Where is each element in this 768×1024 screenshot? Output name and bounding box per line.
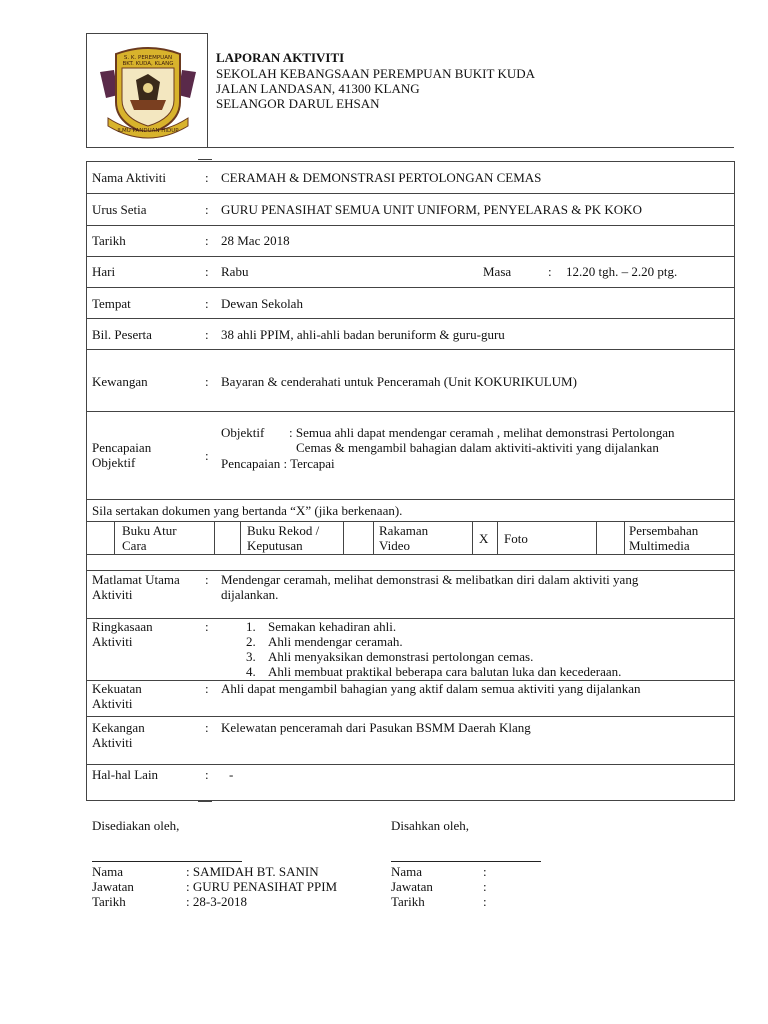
school-state: SELANGOR DARUL EHSAN xyxy=(216,96,380,111)
approved-by-heading: Disahkan oleh, xyxy=(391,818,469,833)
school-crest-icon xyxy=(96,40,200,142)
row-divider xyxy=(86,764,735,765)
label-nama-aktiviti: Nama Aktiviti xyxy=(92,170,167,185)
approved-tarikh: : xyxy=(483,894,487,909)
label-masa: Masa xyxy=(483,264,512,279)
label-kewangan: Kewangan xyxy=(92,374,148,389)
colon: : xyxy=(205,720,209,735)
tick-mark xyxy=(198,801,212,802)
signature-line-right xyxy=(391,861,541,862)
label-matlamat: Matlamat Utama xyxy=(92,572,180,587)
label-urus-setia: Urus Setia xyxy=(92,202,147,217)
row-divider xyxy=(86,521,735,522)
label-kekangan: Kekangan xyxy=(92,720,145,735)
label-pencapaian: Pencapaian xyxy=(92,440,152,455)
approved-nama-label: Nama xyxy=(391,864,423,879)
label-bil-peserta: Bil. Peserta xyxy=(92,327,152,342)
doc-persembahan-2: Multimedia xyxy=(629,538,690,553)
doc-buku-rekod: Buku Rekod / xyxy=(247,523,320,538)
value-matlamat-1: Mendengar ceramah, melihat demonstrasi & melibatkan diri dalam aktiviti yang xyxy=(221,572,639,587)
objektif-line-2: Cemas & mengambil bahagian dalam aktiviti-aktiviti yang dijalankan xyxy=(296,440,659,455)
colon: : xyxy=(205,448,209,463)
doc-divider xyxy=(343,521,344,554)
svg-text:BKT. KUDA, KLANG: BKT. KUDA, KLANG xyxy=(122,61,174,67)
row-divider xyxy=(86,411,735,412)
list-item: Ahli menyaksikan demonstrasi pertolongan cemas. xyxy=(268,649,534,664)
row-divider xyxy=(86,193,735,194)
value-kekuatan: Ahli dapat mengambil bahagian yang aktif dalam semua aktiviti yang dijalankan xyxy=(221,681,641,696)
pencapaian-line: Pencapaian : Tercapai xyxy=(221,456,335,471)
label-kekuatan-2: Aktiviti xyxy=(92,696,133,711)
prepared-jawatan: : GURU PENASIHAT PPIM xyxy=(186,879,338,894)
prepared-nama: : SAMIDAH BT. SANIN xyxy=(186,864,319,879)
row-divider xyxy=(86,349,735,350)
row-divider xyxy=(86,499,735,500)
doc-divider xyxy=(472,521,473,554)
colon: : xyxy=(205,681,209,696)
approved-nama: : xyxy=(483,864,487,879)
prepared-tarikh-label: Tarikh xyxy=(92,894,126,909)
approved-jawatan-label: Jawatan xyxy=(391,879,433,894)
doc-rakaman-video: Rakaman xyxy=(379,523,429,538)
colon: : xyxy=(205,264,209,279)
row-divider xyxy=(86,554,735,555)
value-tarikh: 28 Mac 2018 xyxy=(221,233,290,248)
list-item-num: 2. xyxy=(246,634,256,649)
doc-rakaman-video-2: Video xyxy=(379,538,410,553)
doc-check-3[interactable]: X xyxy=(479,531,489,546)
label-objektif: Objektif xyxy=(92,455,136,470)
label-kekuatan: Kekuatan xyxy=(92,681,142,696)
colon: : xyxy=(205,572,209,587)
list-item-num: 1. xyxy=(246,619,256,634)
school-address: JALAN LANDASAN, 41300 KLANG xyxy=(216,81,420,96)
row-divider xyxy=(86,225,735,226)
approved-jawatan: : xyxy=(483,879,487,894)
school-name: SEKOLAH KEBANGSAAN PEREMPUAN BUKIT KUDA xyxy=(216,66,535,81)
report-title: LAPORAN AKTIVITI xyxy=(216,50,345,65)
colon: : xyxy=(205,233,209,248)
value-hal-lain: - xyxy=(229,767,234,782)
colon: : xyxy=(205,767,209,782)
row-divider xyxy=(86,716,735,717)
label-hal-lain: Hal-hal Lain xyxy=(92,767,159,782)
doc-buku-atur-cara: Buku Atur xyxy=(122,523,177,538)
colon: : xyxy=(205,619,209,634)
colon: : xyxy=(205,202,209,217)
doc-buku-atur-cara-2: Cara xyxy=(122,538,147,553)
list-item: Ahli membuat praktikal beberapa cara balutan luka dan kecederaan. xyxy=(268,664,622,679)
doc-divider xyxy=(624,521,625,554)
doc-divider xyxy=(373,521,374,554)
prepared-nama-label: Nama xyxy=(92,864,124,879)
svg-text:S. K. PEREMPUAN: S. K. PEREMPUAN xyxy=(123,55,173,61)
value-tempat: Dewan Sekolah xyxy=(221,296,303,311)
approved-tarikh-label: Tarikh xyxy=(391,894,425,909)
label-matlamat-2: Aktiviti xyxy=(92,587,133,602)
prepared-jawatan-label: Jawatan xyxy=(92,879,134,894)
list-item-num: 3. xyxy=(246,649,256,664)
colon: : xyxy=(205,327,209,342)
doc-divider xyxy=(214,521,215,554)
doc-persembahan: Persembahan xyxy=(629,523,699,538)
form-table xyxy=(86,161,735,801)
doc-divider xyxy=(114,521,115,554)
objektif-label: Objektif xyxy=(221,425,265,440)
value-kewangan: Bayaran & cenderahati untuk Penceramah (Unit KOKURIKULUM) xyxy=(221,374,577,389)
list-item: Semakan kehadiran ahli. xyxy=(268,619,397,634)
doc-divider xyxy=(497,521,498,554)
list-item: Ahli mendengar ceramah. xyxy=(268,634,403,649)
svg-text:ILMU PANDUAN HIDUP: ILMU PANDUAN HIDUP xyxy=(117,128,179,134)
prepared-tarikh: : 28-3-2018 xyxy=(186,894,248,909)
list-item-num: 4. xyxy=(246,664,256,679)
row-divider xyxy=(86,618,735,619)
doc-divider xyxy=(596,521,597,554)
header-rule xyxy=(208,147,734,148)
doc-foto: Foto xyxy=(504,531,528,546)
objektif-line-1: : Semua ahli dapat mendengar ceramah , melihat demonstrasi Pertolongan xyxy=(289,425,675,440)
row-divider xyxy=(86,318,735,319)
value-matlamat-2: dijalankan. xyxy=(221,587,279,602)
row-divider xyxy=(86,287,735,288)
colon: : xyxy=(548,264,552,279)
school-crest xyxy=(96,40,200,142)
doc-buku-rekod-2: Keputusan xyxy=(247,538,303,553)
label-ringkasan: Ringkasaan xyxy=(92,619,153,634)
row-divider xyxy=(86,256,735,257)
colon: : xyxy=(205,374,209,389)
value-bil-peserta: 38 ahli PPIM, ahli-ahli badan beruniform & guru-guru xyxy=(221,327,505,342)
label-tempat: Tempat xyxy=(92,296,131,311)
label-hari: Hari xyxy=(92,264,116,279)
label-ringkasan-2: Aktiviti xyxy=(92,634,133,649)
signature-line-left xyxy=(92,861,242,862)
value-urus-setia: GURU PENASIHAT SEMUA UNIT UNIFORM, PENYELARAS & PK KOKO xyxy=(221,202,642,217)
value-hari: Rabu xyxy=(221,264,249,279)
documents-instruction: Sila sertakan dokumen yang bertanda “X” (jika berkenaan). xyxy=(92,503,403,518)
value-masa: 12.20 tgh. – 2.20 ptg. xyxy=(566,264,678,279)
value-kekangan: Kelewatan penceramah dari Pasukan BSMM Daerah Klang xyxy=(221,720,531,735)
colon: : xyxy=(205,170,209,185)
label-tarikh: Tarikh xyxy=(92,233,126,248)
label-kekangan-2: Aktiviti xyxy=(92,735,133,750)
row-divider xyxy=(86,570,735,571)
prepared-by-heading: Disediakan oleh, xyxy=(92,818,180,833)
tick-mark xyxy=(198,159,212,160)
colon: : xyxy=(205,296,209,311)
value-nama-aktiviti: CERAMAH & DEMONSTRASI PERTOLONGAN CEMAS xyxy=(221,170,542,185)
doc-divider xyxy=(240,521,241,554)
